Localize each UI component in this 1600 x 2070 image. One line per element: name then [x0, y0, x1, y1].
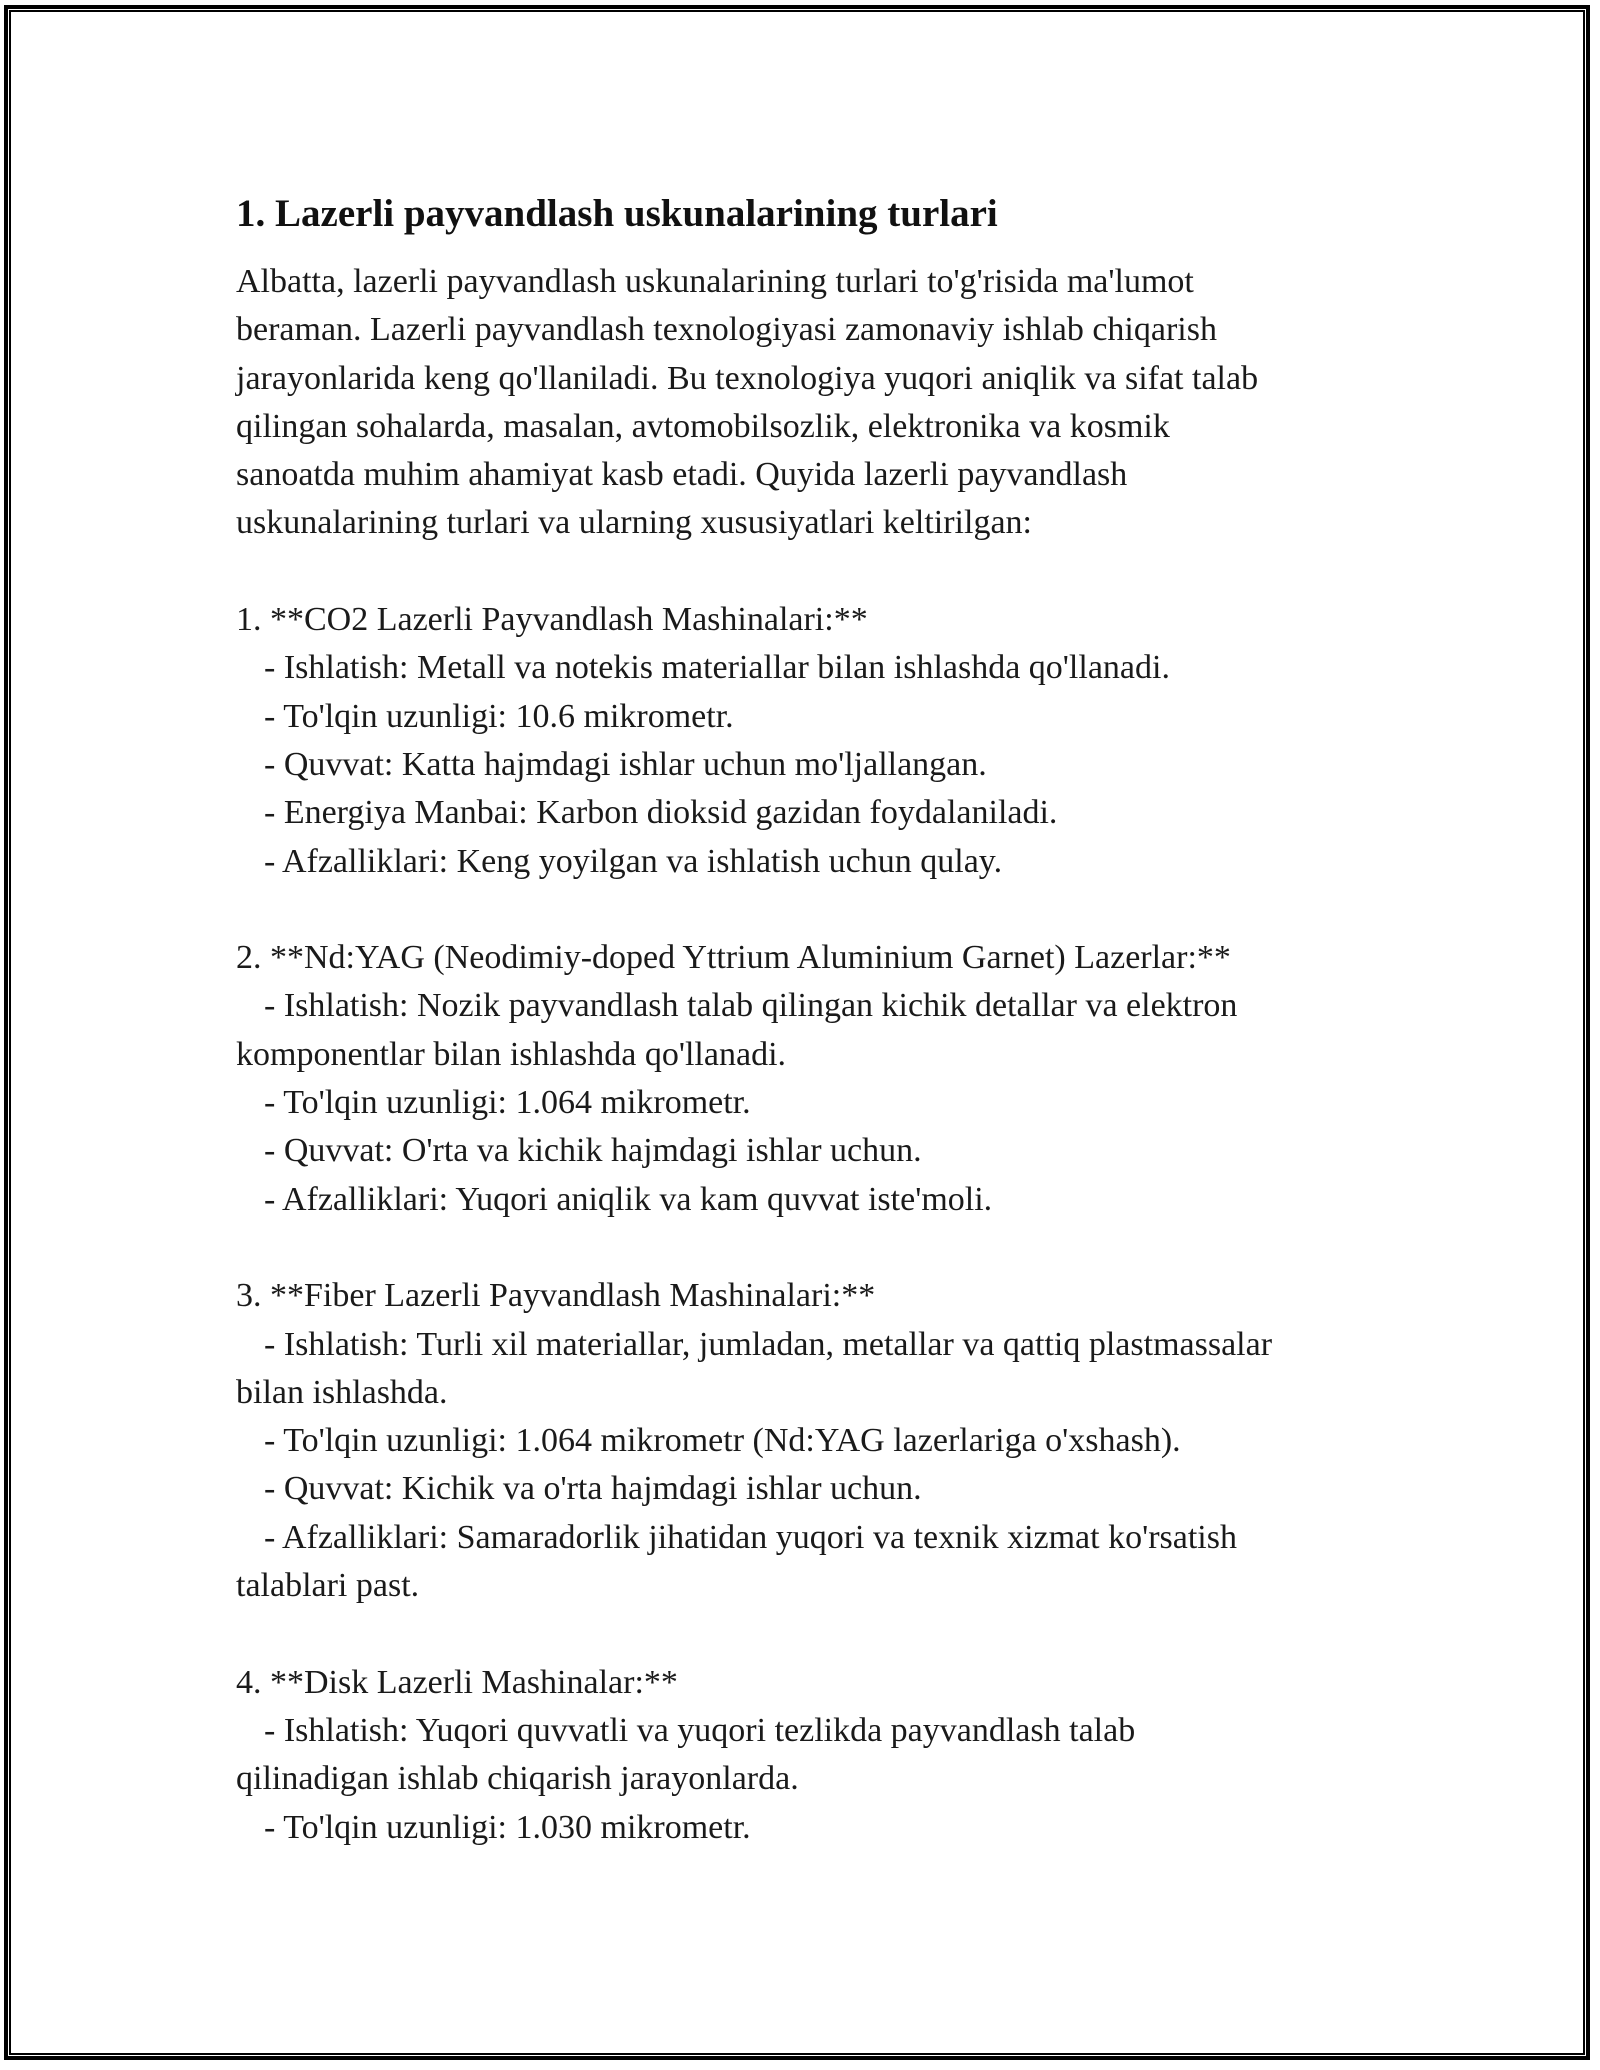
section-heading: 1. **CO2 Lazerli Payvandlash Mashinalari:** — [236, 601, 868, 639]
document-title: 1. Lazerli payvandlash uskunalarining turlari — [236, 192, 998, 235]
section-line: - Quvvat: O'rta va kichik hajmdagi ishlar uchun. — [264, 1132, 922, 1170]
section-line: - To'lqin uzunligi: 1.064 mikrometr (Nd:YAG lazerlariga o'xshash). — [264, 1422, 1181, 1460]
section-line: - Ishlatish: Turli xil materiallar, jumladan, metallar va qattiq plastmassalar — [264, 1325, 1273, 1363]
section-line: - To'lqin uzunligi: 1.030 mikrometr. — [264, 1808, 751, 1846]
document-body — [236, 186, 1406, 1852]
section-line: qilinadigan ishlab chiqarish jarayonlarda. — [236, 1760, 799, 1798]
blank-line — [236, 1224, 1406, 1272]
intro-line: uskunalarining turlari va ularning xususiyatlari keltirilgan: — [236, 504, 1032, 542]
intro-line: sanoatda muhim ahamiyat kasb etadi. Quyida lazerli payvandlash — [236, 456, 1128, 494]
section-line: - Quvvat: Katta hajmdagi ishlar uchun mo'ljallangan. — [264, 745, 987, 783]
section-heading: 2. **Nd:YAG (Neodimiy-doped Yttrium Aluminium Garnet) Lazerlar:** — [236, 939, 1231, 977]
section-line: - Ishlatish: Yuqori quvvatli va yuqori tezlikda payvandlash talab — [264, 1711, 1136, 1749]
section-heading: 3. **Fiber Lazerli Payvandlash Mashinalari:** — [236, 1277, 876, 1315]
section-line: bilan ishlashda. — [236, 1373, 448, 1411]
section-line: - Ishlatish: Metall va notekis materiallar bilan ishlashda qo'llanadi. — [264, 649, 1170, 687]
section-line: - Quvvat: Kichik va o'rta hajmdagi ishlar uchun. — [264, 1470, 922, 1508]
intro-paragraph — [236, 258, 1406, 548]
intro-line: Albatta, lazerli payvandlash uskunalarining turlari to'g'risida ma'lumot — [236, 263, 1194, 300]
section-line: talablari past. — [236, 1567, 420, 1605]
intro-line: qilingan sohalarda, masalan, avtomobilsozlik, elektronika va kosmik — [236, 407, 1170, 445]
section-line: - Energiya Manbai: Karbon dioksid gazidan foydalaniladi. — [264, 794, 1058, 832]
section-line: - Afzalliklari: Keng yoyilgan va ishlatish uchun qulay. — [264, 842, 1003, 880]
blank-line — [236, 886, 1406, 934]
section-heading: 4. **Disk Lazerli Mashinalar:** — [236, 1663, 678, 1701]
section-line: - To'lqin uzunligi: 1.064 mikrometr. — [264, 1084, 751, 1122]
section-line: - To'lqin uzunligi: 10.6 mikrometr. — [264, 697, 734, 735]
blank-line — [236, 1610, 1406, 1658]
section-line: - Ishlatish: Nozik payvandlash talab qilingan kichik detallar va elektron — [264, 987, 1238, 1025]
blank-line — [236, 548, 1406, 596]
section-line: - Afzalliklari: Samaradorlik jihatidan yuqori va texnik xizmat ko'rsatish — [264, 1518, 1237, 1556]
intro-line: beraman. Lazerli payvandlash texnologiyasi zamonaviy ishlab chiqarish — [236, 311, 1217, 349]
intro-line: jarayonlarida keng qo'llaniladi. Bu texnologiya yuqori aniqlik va sifat talab — [236, 359, 1259, 397]
section-line: - Afzalliklari: Yuqori aniqlik va kam quvvat iste'moli. — [264, 1180, 993, 1218]
sections-container — [236, 548, 1406, 1852]
section-line: komponentlar bilan ishlashda qo'llanadi. — [236, 1035, 787, 1073]
